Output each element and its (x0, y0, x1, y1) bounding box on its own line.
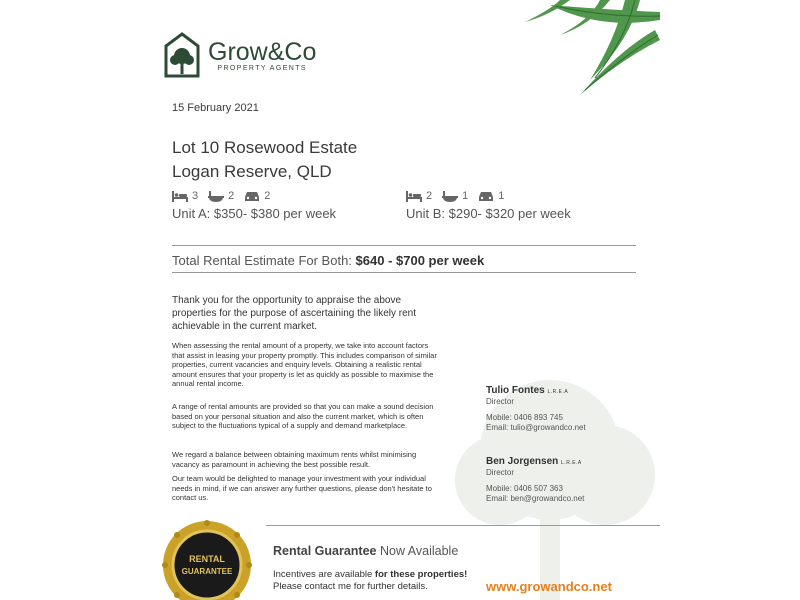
agent-credential: L.R.E.A (547, 389, 569, 395)
agent-name: Ben Jorgensen (486, 456, 559, 467)
brand-tagline: PROPERTY AGENTS (217, 64, 307, 72)
agent-title: Director (486, 468, 515, 477)
agent-email[interactable]: Email: ben@growandco.net (486, 494, 585, 503)
bed-icon (406, 191, 422, 202)
unit-a-baths: 2 (228, 190, 235, 202)
seal-line-2: GUARANTEE (181, 567, 233, 576)
total-value: $640 - $700 per week (355, 253, 485, 268)
letter-date: 15 February 2021 (172, 102, 259, 114)
unit-b-beds: 2 (426, 190, 433, 202)
unit-b-cars: 1 (498, 190, 505, 202)
unit-a-price: Unit A: $350- $380 per week (172, 206, 337, 221)
total-estimate (172, 253, 484, 268)
incentives-pre: Incentives are available (273, 569, 375, 580)
unit-a-block (172, 190, 336, 221)
unit-a-cars: 2 (264, 190, 271, 202)
divider (266, 525, 660, 526)
body-paragraph: A range of rental amounts are provided so that you can make a sound decision based on your personal situation and also the current market, which is often subject to the fluctuations typical of a supply and demand marketplace. (172, 402, 434, 430)
unit-b-price: Unit B: $290- $320 per week (406, 206, 571, 221)
property-address (172, 136, 357, 184)
incentives-text (273, 569, 467, 593)
website-link[interactable]: www.growandco.net (486, 579, 612, 594)
car-icon (478, 191, 494, 202)
agent-credential: L.R.E.A (561, 460, 582, 466)
property-line-1: Lot 10 Rosewood Estate (172, 138, 358, 157)
body-paragraph: When assessing the rental amount of a property, we take into account factors that assist in leasing your property promptly. This includes comparison of similar properties, current vacancies and enquiry levels. Obtaining a realistic rental amount ensures that your property is let as quickly as possible to maximise the annual rental income. (172, 341, 437, 388)
divider (172, 245, 636, 246)
incentives-line-2: Please contact me for further details. (273, 581, 428, 592)
agent-name: Tulio Fontes (486, 385, 545, 396)
agent-mobile[interactable]: Mobile: 0406 893 745 (486, 413, 563, 422)
appraisal-document (140, 0, 660, 600)
brand-logo (164, 32, 316, 78)
seal-line-1: RENTAL (189, 554, 225, 564)
agent-mobile[interactable]: Mobile: 0406 507 363 (486, 484, 563, 493)
unit-a-beds: 3 (192, 190, 199, 202)
bed-icon (172, 191, 188, 202)
unit-b-block (406, 190, 571, 221)
agent-title: Director (486, 397, 515, 406)
total-label: Total Rental Estimate For Both: (172, 253, 352, 268)
bath-icon (208, 191, 224, 202)
body-paragraph: Our team would be delighted to manage your investment with your individual needs in mind, if we can answer any further questions, please don't hesitate to contact us. (172, 474, 432, 502)
agent-card (486, 386, 586, 433)
incentives-bold: for these properties! (374, 569, 468, 580)
guarantee-bold: Rental Guarantee (273, 544, 377, 558)
palm-leaves-decoration (430, 0, 660, 95)
intro-paragraph: Thank you for the opportunity to appraise the above properties for the purpose of ascertaining the likely rent achievable in the current market. (172, 295, 417, 332)
agent-card (486, 457, 584, 504)
guarantee-heading (273, 544, 458, 558)
car-icon (244, 191, 260, 202)
divider (172, 272, 636, 273)
guarantee-rest: Now Available (376, 544, 459, 558)
house-tree-logo-icon (164, 32, 200, 78)
body-paragraph: We regard a balance between obtaining maximum rents whilst minimising vacancy as paramount in achieving the best possible result. (172, 450, 417, 469)
brand-name: Grow&Co (208, 37, 317, 66)
bath-icon (442, 191, 458, 202)
rental-guarantee-seal (162, 520, 252, 600)
agent-email[interactable]: Email: tulio@growandco.net (486, 423, 586, 432)
unit-b-baths: 1 (462, 190, 469, 202)
property-line-2: Logan Reserve, QLD (172, 162, 332, 181)
